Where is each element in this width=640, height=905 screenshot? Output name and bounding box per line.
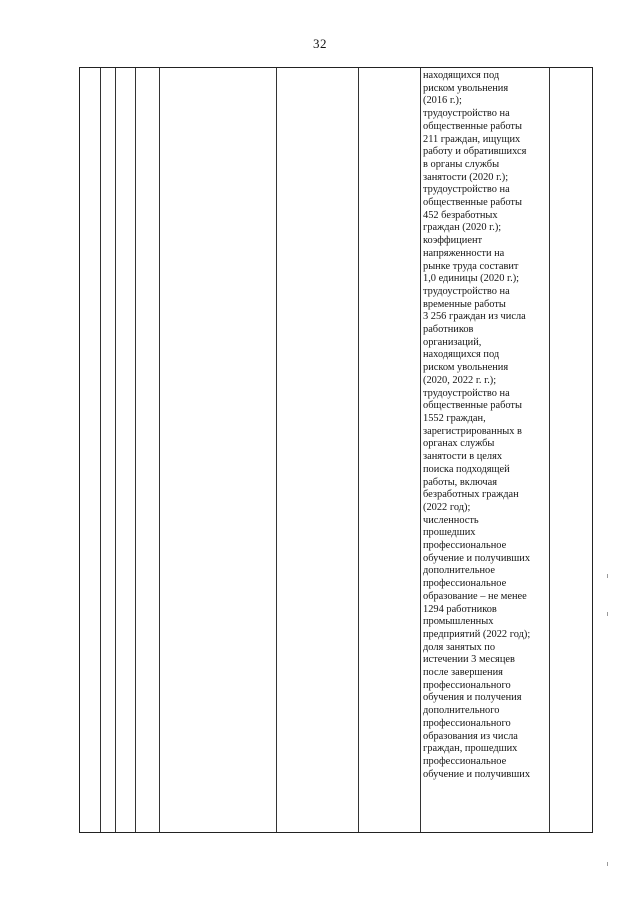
scan-artifact — [607, 612, 608, 616]
indicators-cell-text: находящихся под риском увольнения (2016 г.); трудоустройство на общественные работы 211 граждан, ищущих работу и обратившихся в органы службы занятости (2020 г.); трудоустройство на общественные работы 452 безработных граждан (2020 г.); коэффициент напряженности на рынке труда составит 1,0 единицы (2020 г.); трудоустройство на временные работы 3 256 граждан из числа работников организаций, находящихся под риском увольнения (2020, 2022 г. г.); трудоустройство на общественные работы 1552 граждан, зарегистрированных в органах службы занятости в целях поиска подходящей работы, включая безработных граждан (2022 год); численность прошедших профессиональное обучение и получивших дополнительное профессиональное образование – не менее 1294 работников промышленных предприятий (2022 год); доля занятых по истечении 3 месяцев после завершения профессионального обучения и получения дополнительного профессионального образования из числа граждан, прошедших профессиональное обучение и получивших — [423, 70, 531, 780]
scan-artifact — [607, 574, 608, 578]
table-column-3 — [115, 68, 136, 832]
table-column-7 — [358, 68, 421, 832]
page-number: 32 — [313, 36, 327, 51]
program-table — [79, 67, 593, 833]
scan-artifact — [607, 862, 608, 866]
table-column-6 — [276, 68, 359, 832]
table-column-1 — [80, 68, 101, 832]
table-column-5 — [159, 68, 277, 832]
table-column-2 — [100, 68, 116, 832]
table-column-9 — [549, 68, 592, 832]
table-column-4 — [135, 68, 160, 832]
